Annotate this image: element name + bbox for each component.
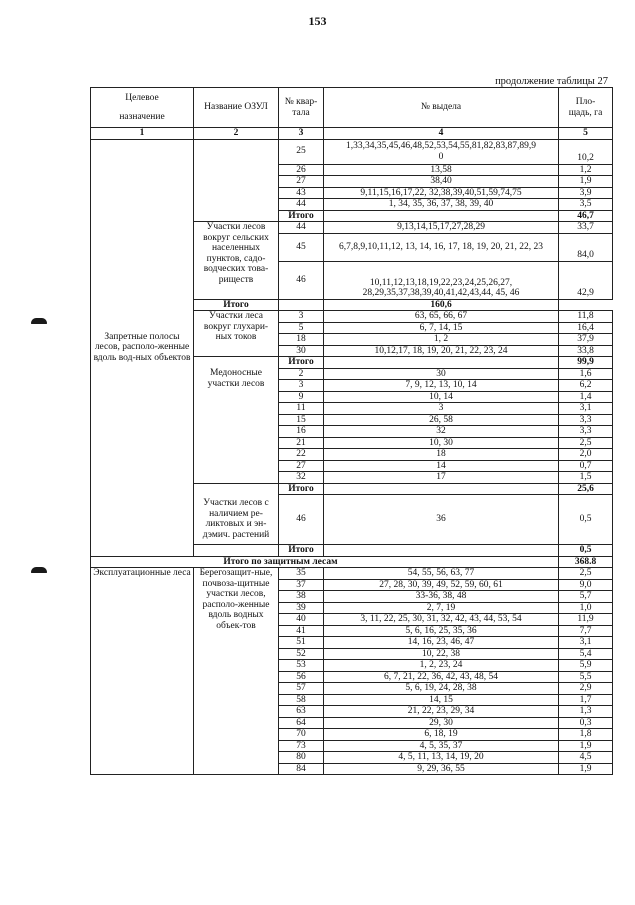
header-area: Пло- щадь, га	[559, 88, 613, 128]
vydel-cell	[324, 545, 559, 557]
area-cell: 2,0	[559, 449, 613, 461]
quarter-cell: 57	[279, 683, 324, 695]
quarter-cell: 25	[279, 139, 324, 164]
ozul-cell	[194, 545, 279, 557]
quarter-cell: 84	[279, 763, 324, 775]
area-cell: 3,3	[559, 414, 613, 426]
area-cell: 1,9	[559, 176, 613, 188]
subtotal-area: 160,6	[324, 299, 559, 311]
area-cell: 10,2	[559, 139, 613, 164]
table-continuation-caption: продолжение таблицы 27	[495, 76, 608, 87]
area-cell: 7,7	[559, 625, 613, 637]
quarter-cell: 15	[279, 414, 324, 426]
quarter-cell: 80	[279, 752, 324, 764]
vydel-cell: 10, 30	[324, 437, 559, 449]
vydel-cell: 1, 2, 23, 24	[324, 660, 559, 672]
header-num-4: 4	[324, 128, 559, 140]
forest-table	[90, 87, 613, 775]
area-cell: 42,9	[559, 261, 613, 299]
vydel-cell: 3, 11, 22, 25, 30, 31, 32, 42, 43, 44, 53, 54	[324, 614, 559, 626]
vydel-cell	[324, 357, 559, 369]
ozul-cell	[194, 139, 279, 164]
header-num-1: 1	[91, 128, 194, 140]
quarter-cell: 44	[279, 222, 324, 234]
quarter-cell: 37	[279, 579, 324, 591]
vydel-cell: 9,13,14,15,17,27,28,29	[324, 222, 559, 234]
vydel-cell: 10, 22, 38	[324, 648, 559, 660]
vydel-cell	[279, 299, 324, 311]
quarter-cell: 51	[279, 637, 324, 649]
header-vydel: № выдела	[324, 88, 559, 128]
vydel-cell: 5, 6, 19, 24, 28, 38	[324, 683, 559, 695]
quarter-cell: 30	[279, 345, 324, 357]
vydel-cell	[324, 483, 559, 495]
vydel-cell: 6, 7, 14, 15	[324, 322, 559, 334]
vydel-cell: 1,33,34,35,45,46,48,52,53,54,55,81,82,83,87,89,9 0	[324, 139, 559, 164]
scan-mark	[31, 567, 47, 573]
vydel-cell: 2, 7, 19	[324, 602, 559, 614]
quarter-cell: 58	[279, 694, 324, 706]
quarter-cell: 46	[279, 261, 324, 299]
total-protective-area: 368.8	[559, 556, 613, 568]
vydel-cell: 6,7,8,9,10,11,12, 13, 14, 16, 17, 18, 19, 20, 21, 22, 23	[324, 233, 559, 261]
vydel-cell: 7, 9, 12, 13, 10, 14	[324, 380, 559, 392]
quarter-cell: 9	[279, 391, 324, 403]
area-cell: 3,5	[559, 199, 613, 211]
vydel-cell: 4, 5, 35, 37	[324, 740, 559, 752]
vydel-cell: 32	[324, 426, 559, 438]
quarter-cell: 2	[279, 368, 324, 380]
quarter-cell: 56	[279, 671, 324, 683]
area-cell: 16,4	[559, 322, 613, 334]
header-ozul: Название ОЗУЛ	[194, 88, 279, 128]
header-purpose	[91, 88, 194, 128]
area-cell: 1,7	[559, 694, 613, 706]
area-cell: 11,9	[559, 614, 613, 626]
area-cell: 3,1	[559, 403, 613, 415]
quarter-cell: 73	[279, 740, 324, 752]
quarter-cell: 43	[279, 187, 324, 199]
vydel-cell: 1, 34, 35, 36, 37, 38, 39, 40	[324, 199, 559, 211]
ozul-cell-grouse: Участки леса вокруг глухари-ных токов	[194, 311, 279, 357]
quarter-cell: 41	[279, 625, 324, 637]
area-cell: 0,7	[559, 460, 613, 472]
ozul-cell-relict: Участки лесов с наличием ре-ликтовых и эн-дэмич. растений	[194, 495, 279, 545]
table-row	[91, 568, 613, 580]
ozul-cell	[194, 357, 279, 369]
quarter-cell: 3	[279, 311, 324, 323]
area-cell: 0,5	[559, 495, 613, 545]
ozul-cell	[194, 483, 279, 495]
quarter-cell: 32	[279, 472, 324, 484]
area-cell: 1,9	[559, 763, 613, 775]
quarter-cell: 11	[279, 403, 324, 415]
quarter-cell: 16	[279, 426, 324, 438]
vydel-cell: 14	[324, 460, 559, 472]
quarter-cell: 38	[279, 591, 324, 603]
header-quarter: № квар- тала	[279, 88, 324, 128]
vydel-cell: 1, 2	[324, 334, 559, 346]
subtotal-area: 25,6	[559, 483, 613, 495]
area-cell: 9,0	[559, 579, 613, 591]
quarter-cell: 70	[279, 729, 324, 741]
vydel-cell: 38,40	[324, 176, 559, 188]
quarter-cell: 22	[279, 449, 324, 461]
quarter-cell: 63	[279, 706, 324, 718]
subtotal-label: Итого	[279, 545, 324, 557]
subtotal-label: Итого	[279, 210, 324, 222]
ozul-cell-settlements: Участки лесов вокруг сельских населенных пунктов, садо-водческих това-риществ	[194, 222, 279, 300]
quarter-cell: 35	[279, 568, 324, 580]
area-cell: 5,9	[559, 660, 613, 672]
purpose-cell-exploit: Эксплуатационные леса	[91, 568, 194, 775]
area-cell: 33,7	[559, 222, 613, 234]
page-number: 153	[308, 14, 327, 28]
quarter-cell: 40	[279, 614, 324, 626]
header-num-5: 5	[559, 128, 613, 140]
quarter-cell: 3	[279, 380, 324, 392]
purpose-cell-protective: Запретные полосы лесов, располо-женные вдоль вод-ных объектов	[91, 139, 194, 556]
area-cell: 2,9	[559, 683, 613, 695]
quarter-cell: 53	[279, 660, 324, 672]
header-purpose-line1: Целевое	[125, 92, 159, 103]
quarter-cell: 46	[279, 495, 324, 545]
area-cell: 6,2	[559, 380, 613, 392]
vydel-cell: 10,12,17, 18, 19, 20, 21, 22, 23, 24	[324, 345, 559, 357]
vydel-cell: 4, 5, 11, 13, 14, 19, 20	[324, 752, 559, 764]
quarter-cell: 39	[279, 602, 324, 614]
header-purpose-line2: назначение	[119, 112, 165, 122]
area-cell: 2,5	[559, 437, 613, 449]
area-cell: 3,3	[559, 426, 613, 438]
vydel-cell: 36	[324, 495, 559, 545]
area-cell: 1,9	[559, 740, 613, 752]
header-num-3: 3	[279, 128, 324, 140]
quarter-cell: 64	[279, 717, 324, 729]
area-cell: 1,4	[559, 391, 613, 403]
area-cell: 0,3	[559, 717, 613, 729]
area-cell: 33,8	[559, 345, 613, 357]
area-cell: 84,0	[559, 233, 613, 261]
vydel-cell: 9, 29, 36, 55	[324, 763, 559, 775]
vydel-cell	[324, 210, 559, 222]
subtotal-area: 46,7	[559, 210, 613, 222]
area-cell: 1,8	[559, 729, 613, 741]
area-cell: 1,3	[559, 706, 613, 718]
table-row	[91, 139, 613, 164]
total-protective-text: Итого по защитным лесам	[223, 556, 338, 567]
quarter-cell: 52	[279, 648, 324, 660]
area-cell: 1,0	[559, 602, 613, 614]
area-cell: 1,5	[559, 472, 613, 484]
quarter-cell: 44	[279, 199, 324, 211]
area-cell: 5,5	[559, 671, 613, 683]
vydel-cell: 30	[324, 368, 559, 380]
total-row	[91, 556, 613, 568]
area-cell: 5,4	[559, 648, 613, 660]
vydel-cell: 54, 55, 56, 63, 77	[324, 568, 559, 580]
quarter-cell: 18	[279, 334, 324, 346]
area-cell: 37,9	[559, 334, 613, 346]
vydel-cell: 63, 65, 66, 67	[324, 311, 559, 323]
vydel-cell: 29, 30	[324, 717, 559, 729]
vydel-cell: 18	[324, 449, 559, 461]
area-cell: 5,7	[559, 591, 613, 603]
vydel-cell: 13,58	[324, 164, 559, 176]
area-cell: 1,2	[559, 164, 613, 176]
quarter-cell: 26	[279, 164, 324, 176]
ozul-cell-honey: Медоносные участки лесов	[194, 368, 279, 483]
vydel-cell: 14, 16, 23, 46, 47	[324, 637, 559, 649]
vydel-cell: 17	[324, 472, 559, 484]
vydel-cell: 21, 22, 23, 29, 34	[324, 706, 559, 718]
vydel-cell: 27, 28, 30, 39, 49, 52, 59, 60, 61	[324, 579, 559, 591]
ozul-cell-shore: Берегозащит-ные, почвоза-щитные участки лесов, располо-женные вдоль водных объек-тов	[194, 568, 279, 775]
vydel-cell: 6, 18, 19	[324, 729, 559, 741]
total-protective-label	[91, 556, 559, 568]
scan-mark	[31, 318, 47, 324]
vydel-cell: 33-36, 38, 48	[324, 591, 559, 603]
vydel-cell: 10,11,12,13,18,19,22,23,24,25,26,27, 28,29,35,37,38,39,40,41,42,43,44, 45, 46	[324, 261, 559, 299]
vydel-cell: 10, 14	[324, 391, 559, 403]
area-cell: 3,9	[559, 187, 613, 199]
quarter-cell: 27	[279, 460, 324, 472]
quarter-cell: 5	[279, 322, 324, 334]
area-cell: 2,5	[559, 568, 613, 580]
vydel-cell: 3	[324, 403, 559, 415]
vydel-cell: 5, 6, 16, 25, 35, 36	[324, 625, 559, 637]
subtotal-area: 99,9	[559, 357, 613, 369]
subtotal-label: Итого	[279, 357, 324, 369]
area-cell: 4,5	[559, 752, 613, 764]
ozul-cell	[194, 164, 279, 222]
area-cell: 1,6	[559, 368, 613, 380]
subtotal-label: Итого	[194, 299, 279, 311]
vydel-cell: 14, 15	[324, 694, 559, 706]
header-num-2: 2	[194, 128, 279, 140]
quarter-cell: 45	[279, 233, 324, 261]
quarter-cell: 27	[279, 176, 324, 188]
vydel-cell: 6, 7, 21, 22, 36, 42, 43, 48, 54	[324, 671, 559, 683]
vydel-cell: 26, 58	[324, 414, 559, 426]
area-cell: 3,1	[559, 637, 613, 649]
area-cell: 11,8	[559, 311, 613, 323]
subtotal-area: 0,5	[559, 545, 613, 557]
quarter-cell: 21	[279, 437, 324, 449]
vydel-cell: 9,11,15,16,17,22, 32,38,39,40,51,59,74,75	[324, 187, 559, 199]
subtotal-label: Итого	[279, 483, 324, 495]
